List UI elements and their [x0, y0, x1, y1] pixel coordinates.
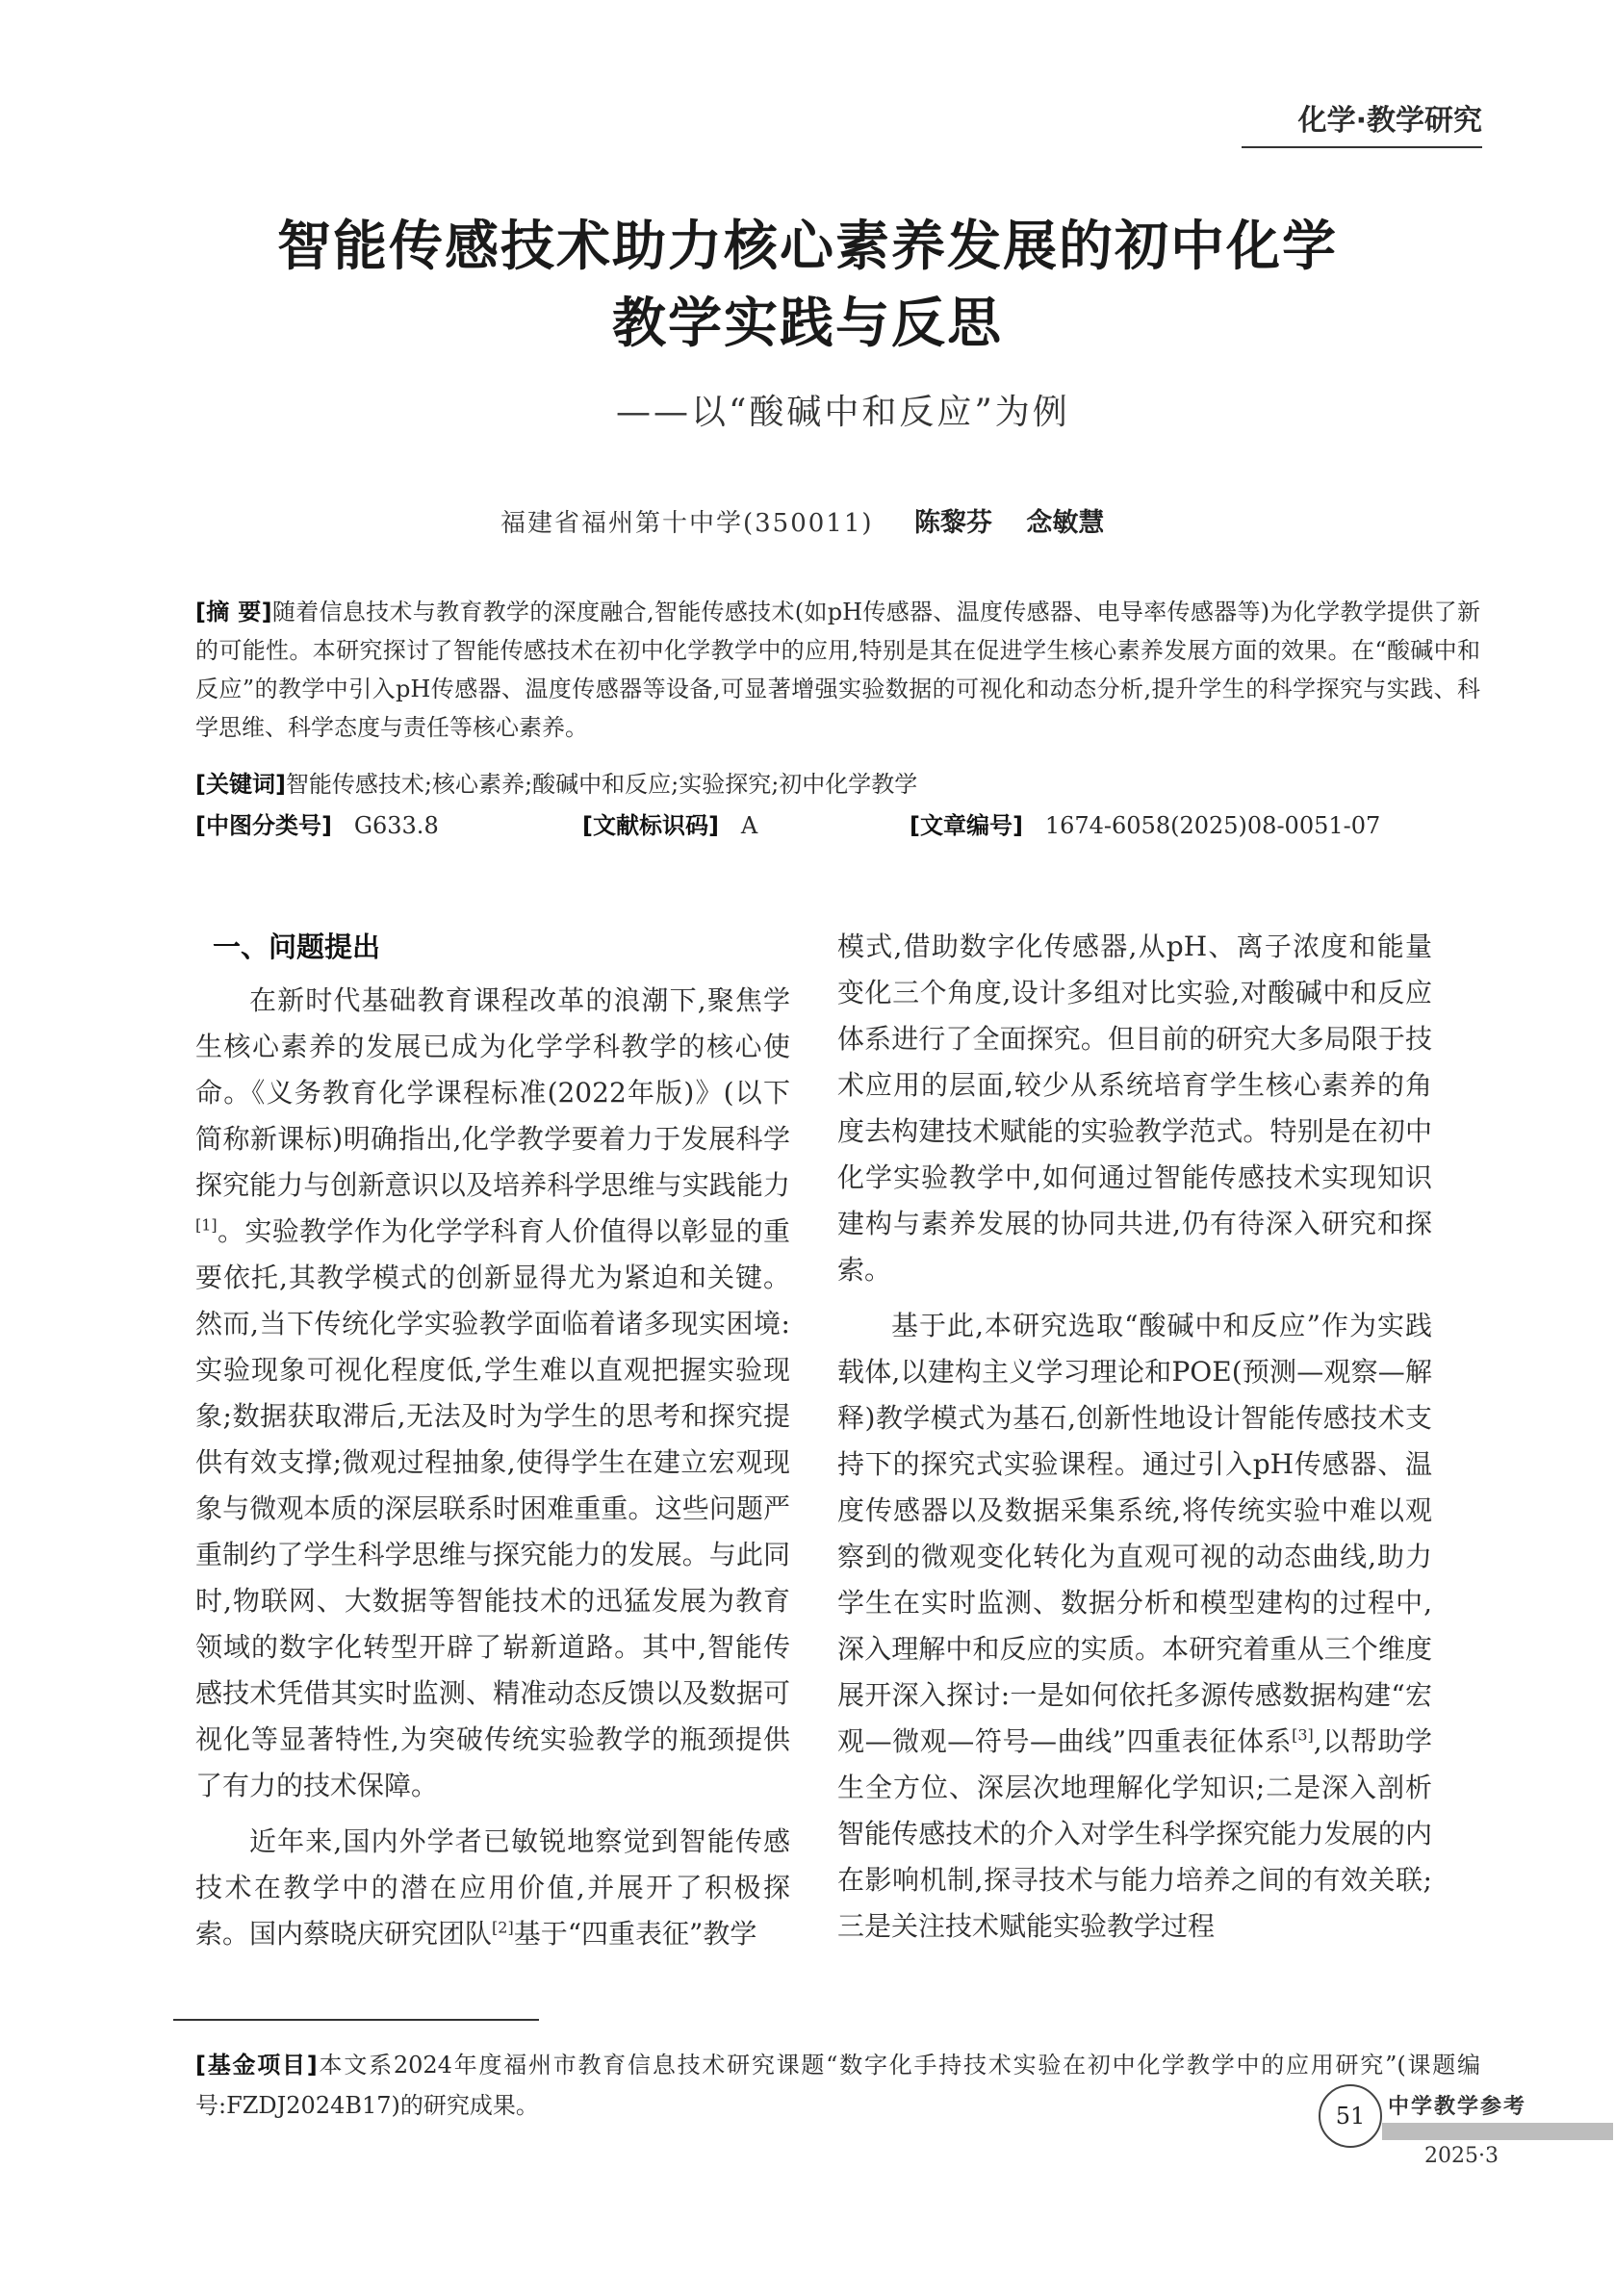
footnote-text: 本文系2024年度福州市教育信息技术研究课题“数字化手持技术实验在初中化学教学中的应用研究”(课题编号:FZDJ2024B17)的研究成果。 — [195, 2052, 1481, 2119]
doc-code-value: A — [740, 812, 758, 839]
paragraph-text: 基于“四重表征”教学 — [513, 1918, 757, 1950]
body-paragraph — [195, 1819, 790, 1957]
footer-bar — [1382, 2123, 1613, 2140]
article-title-line-2: 教学实践与反思 — [612, 293, 1003, 355]
paragraph-text: 模式,借助数字化传感器,从pH、离子浓度和能量变化三个角度,设计多组对比实验,对酸碱中和反应体系进行了全面探究。但目前的研究大多局限于技术应用的层面,较少从系统培育学生核心素养的角度去构建技术赋能的实验教学范式。特别是在初中化学实验教学中,如何通过智能传感技术实现知识建构与素养发展的协同共进,仍有待深入研究和探索。 — [837, 931, 1432, 1286]
footnote-tag: [基金项目] — [195, 2052, 318, 2079]
abstract — [195, 593, 1480, 747]
author-names: 陈黎芬 念敏慧 — [914, 508, 1105, 538]
article-number-value: 1674-6058(2025)08-0051-07 — [1044, 812, 1381, 839]
classification-row — [195, 806, 1480, 845]
author-affiliation: 福建省福州第十中学(350011) — [500, 509, 874, 538]
paragraph-text: ,以帮助学生全方位、深层次地理解化学知识;二是深入剖析智能传感技术的介入对学生科学探究能力发展的内在影响机制,探寻技术与能力培养之间的有效关联;三是关注技术赋能实验教学过程 — [837, 1725, 1432, 1942]
body-paragraph — [837, 924, 1432, 1293]
body-column-left — [195, 924, 790, 1967]
citation-ref: [2] — [492, 1918, 514, 1937]
abstract-text: 随着信息技术与教育教学的深度融合,智能传感技术(如pH传感器、温度传感器、电导率传感器等)为化学教学提供了新的可能性。本研究探讨了智能传感技术在初中化学教学中的应用,特别是其在促进学生核心素养发展方面的效果。在“酸碱中和反应”的教学中引入pH传感器、温度传感器等设备,可显著增强实验数据的可视化和动态分析,提升学生的科学探究与实践、科学思维、科学态度与责任等核心素养。 — [195, 599, 1480, 741]
body-paragraph — [837, 1303, 1432, 1950]
footnote-rule — [173, 2019, 539, 2021]
section-header-label: 化学·教学研究 — [1297, 104, 1482, 138]
page-number: 51 — [1319, 2084, 1382, 2148]
citation-ref: [3] — [1292, 1725, 1314, 1745]
journal-name: 中学教学参考 — [1388, 2095, 1527, 2119]
clc-tag: [中图分类号] — [195, 812, 332, 839]
paragraph-text: 基于此,本研究选取“酸碱中和反应”作为实践载体,以建构主义学习理论和POE(预测—观察—解释)教学模式为基石,创新性地设计智能传感技术支持下的探究式实验课程。通过引入pH传感器、温度传感器以及数据采集系统,将传统实验中难以观察到的微观变化转化为直观可视的动态曲线,助力学生在实时监测、数据分析和模型建构的过程中,深入理解中和反应的实质。本研究着重从三个维度展开深入探讨:一是如何依托多源传感数据构建“宏观—微观—符号—曲线”四重表征体系 — [837, 1310, 1432, 1757]
paragraph-text: 近年来,国内外学者已敏锐地察觉到智能传感技术在教学中的潜在应用价值,并展开了积极探索。国内蔡晓庆研究团队 — [195, 1825, 790, 1950]
body-column-right — [837, 924, 1432, 1959]
funding-footnote — [195, 2045, 1480, 2126]
citation-ref: [1] — [195, 1215, 218, 1235]
article-subtitle: ——以“酸碱中和反应”为例 — [616, 393, 1070, 432]
clc-item — [195, 806, 439, 840]
keywords — [195, 765, 1480, 804]
keywords-tag: [关键词] — [195, 771, 286, 798]
abstract-tag: [摘 要] — [195, 599, 272, 625]
doc-code-item — [582, 806, 757, 840]
article-number-item — [910, 806, 1380, 840]
article-number-tag: [文章编号] — [910, 812, 1023, 839]
paragraph-text: 。实验教学作为化学学科育人价值得以彰显的重要依托,其教学模式的创新显得尤为紧迫和关键。然而,当下传统化学实验教学面临着诸多现实困境:实验现象可视化程度低,学生难以直观把握实验现象;数据获取滞后,无法及时为学生的思考和探究提供有效支撑;微观过程抽象,使得学生在建立宏观现象与微观本质的深层联系时困难重重。这些问题严重制约了学生科学思维与探究能力的发展。与此同时,物联网、大数据等智能技术的迅猛发展为教育领域的数字化转型开辟了崭新道路。其中,智能传感技术凭借其实时监测、精准动态反馈以及数据可视化等显著特性,为突破传统实验教学的瓶颈提供了有力的技术保障。 — [195, 1215, 790, 1801]
paragraph-text: 在新时代基础教育课程改革的浪潮下,聚焦学生核心素养的发展已成为化学学科教学的核心使命。《义务教育化学课程标准(2022年版)》(以下简称新课标)明确指出,化学教学要着力于发展科学探究能力与创新意识以及培养科学思维与实践能力 — [195, 984, 790, 1201]
section-heading: 一、问题提出 — [213, 931, 381, 963]
issue-date: 2025·3 — [1424, 2144, 1499, 2168]
article-title-line-1: 智能传感技术助力核心素养发展的初中化学 — [277, 216, 1338, 278]
body-paragraph — [195, 978, 790, 1809]
clc-value: G633.8 — [353, 812, 439, 839]
doc-code-tag: [文献标识码] — [582, 812, 719, 839]
header-rule — [1242, 146, 1482, 148]
keywords-text: 智能传感技术;核心素养;酸碱中和反应;实验探究;初中化学教学 — [285, 771, 918, 798]
